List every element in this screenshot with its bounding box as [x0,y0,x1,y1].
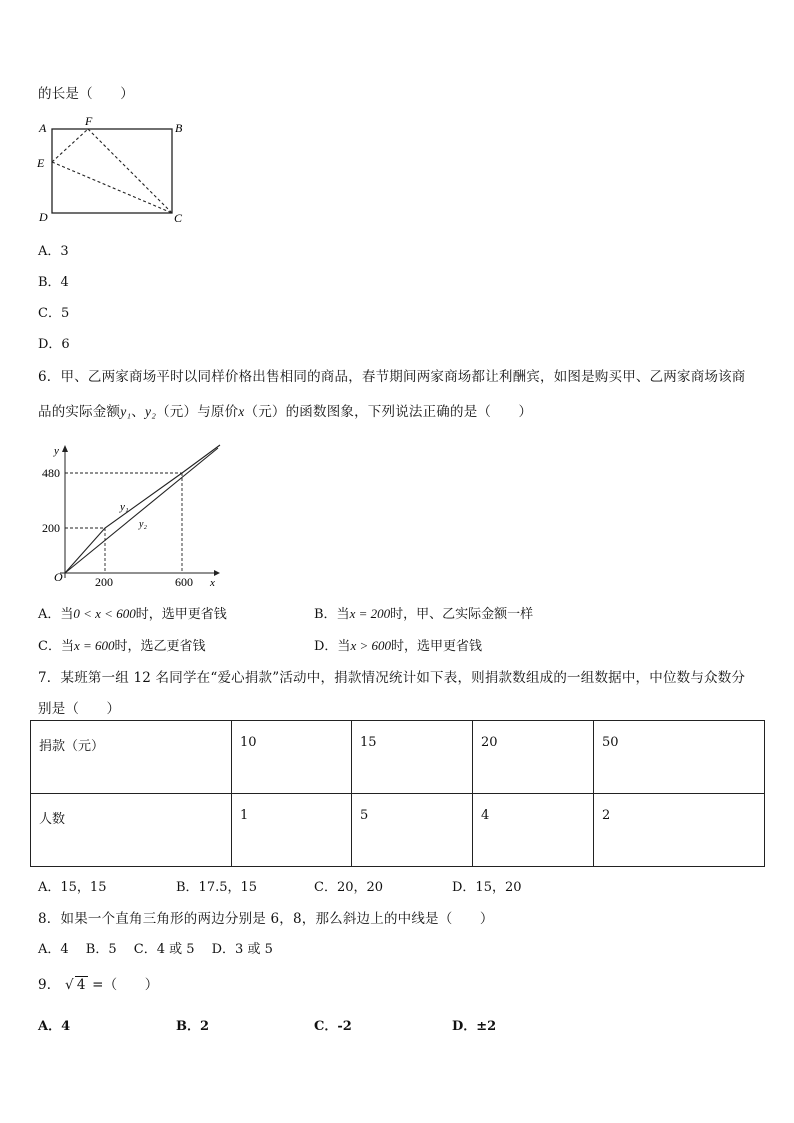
q7-donation-table [30,720,765,867]
q6-option-c-math: x = 600 [73,638,115,653]
label-e: E [37,156,45,170]
table-cell: 50 [594,721,765,794]
q9-option-c[interactable]: C．-2 [314,1019,352,1034]
y-tick-480: 480 [42,466,60,480]
q7-stem-line2: 别是（ ） [38,701,121,717]
q9-option-b[interactable]: B．2 [176,1019,210,1034]
q6-stem-line2 [38,400,532,420]
q9-number: 9． [38,977,61,993]
q6-y1-symbol: y₁ [120,404,132,419]
q6-stem-line1: 6．甲、乙两家商场平时以同样价格出售相同的商品，春节期间两家商场都让利酬宾，如图是购买甲、乙两家商场该商 [38,369,746,385]
table-row [31,794,765,867]
q7-option-d[interactable]: D．15，20 [452,880,522,895]
q6-x-symbol: x [238,404,245,419]
q5-stem-tail: 的长是（ ） [38,86,134,102]
q6-option-a-post: 时，选甲更省钱 [135,607,227,622]
rectangle-abcd [52,129,172,213]
label-b: B [175,121,183,135]
q6-option-c-pre: C．当 [38,639,74,654]
q5-option-a[interactable]: A．3 [38,244,69,259]
line-y2 [65,448,218,573]
q8-options[interactable]: A．4 B．5 C．4 或 5 D．3 或 5 [38,942,273,957]
q6-option-d-post: 时，选甲更省钱 [390,639,482,654]
x-axis-label: x [210,577,215,586]
q6-option-a-pre: A．当 [38,607,74,622]
origin-label: O [54,570,63,584]
y-axis-arrow [62,445,68,452]
q6-option-d-pre: D．当 [314,639,351,654]
q6-option-b[interactable] [314,603,533,622]
q7-option-c[interactable]: C．20，20 [314,880,384,895]
q6-option-b-pre: B．当 [314,607,350,622]
table-cell: 2 [594,794,765,867]
q8-stem: 8．如果一个直角三角形的两边分别是 6，8，那么斜边上的中线是（ ） [38,911,494,927]
q6-stem-text-c: （元）的函数图象，下列说法正确的是（ ） [244,404,533,420]
label-d: D [39,210,48,224]
q9-stem [38,973,158,993]
q6-separator: 、 [131,404,145,420]
q6-option-c-post: 时，选乙更省钱 [114,639,206,654]
q7-stem-line1: 7．某班第一组 12 名同学在“爱心捐款”活动中，捐款情况统计如下表，则捐款数组成的一组数据中，中位数与众数分 [38,670,746,686]
table-cell: 15 [352,721,473,794]
q6-option-d[interactable] [314,635,482,654]
q6-y2-symbol: y₂ [145,404,157,419]
x-tick-200: 200 [95,575,113,586]
q5-option-c[interactable]: C．5 [38,306,70,321]
table-cell: 捐款（元） [31,721,232,794]
q6-function-graph [36,440,226,586]
q9-option-d[interactable]: D．±2 [452,1019,497,1034]
x-tick-600: 600 [175,575,193,586]
table-cell: 5 [352,794,473,867]
label-c: C [174,211,183,225]
q5-option-b[interactable]: B．4 [38,275,69,290]
q5-rectangle-figure [30,112,200,230]
label-a: A [39,121,47,135]
table-cell: 人数 [31,794,232,867]
segment-ef [52,129,88,162]
q6-option-a-math: 0 < x < 600 [73,606,136,621]
q6-stem-text-a: 品的实际金额 [38,404,121,420]
table-cell: 10 [232,721,352,794]
table-row [31,721,765,794]
segment-fc [88,129,172,213]
q9-radicand: 4 [76,977,86,993]
x-axis-arrow [214,570,220,576]
table-cell: 20 [473,721,594,794]
segment-ec [52,162,172,213]
q5-option-d[interactable]: D．6 [38,337,70,352]
q7-option-b[interactable]: B．17.5，15 [176,880,258,895]
q6-stem-text-b: （元）与原价 [156,404,239,420]
q6-option-b-math: x = 200 [349,606,391,621]
q9-tail: =（ ） [92,977,159,993]
q6-option-b-post: 时，甲、乙实际金额一样 [390,607,534,622]
y-tick-200: 200 [42,521,60,535]
table-cell: 4 [473,794,594,867]
curve-label-y2: y₂ [139,519,147,530]
curve-label-y1: y₁ [120,501,129,513]
q6-option-c[interactable] [38,635,206,654]
q9-option-a[interactable]: A．4 [38,1019,71,1034]
q6-option-d-math: x > 600 [350,638,391,653]
y-axis-label: y [54,445,59,457]
q6-option-a[interactable] [38,603,227,622]
q7-option-a[interactable]: A．15，15 [38,880,107,895]
label-f: F [85,114,93,128]
table-cell: 1 [232,794,352,867]
sqrt-symbol: √ 4 [65,977,86,993]
